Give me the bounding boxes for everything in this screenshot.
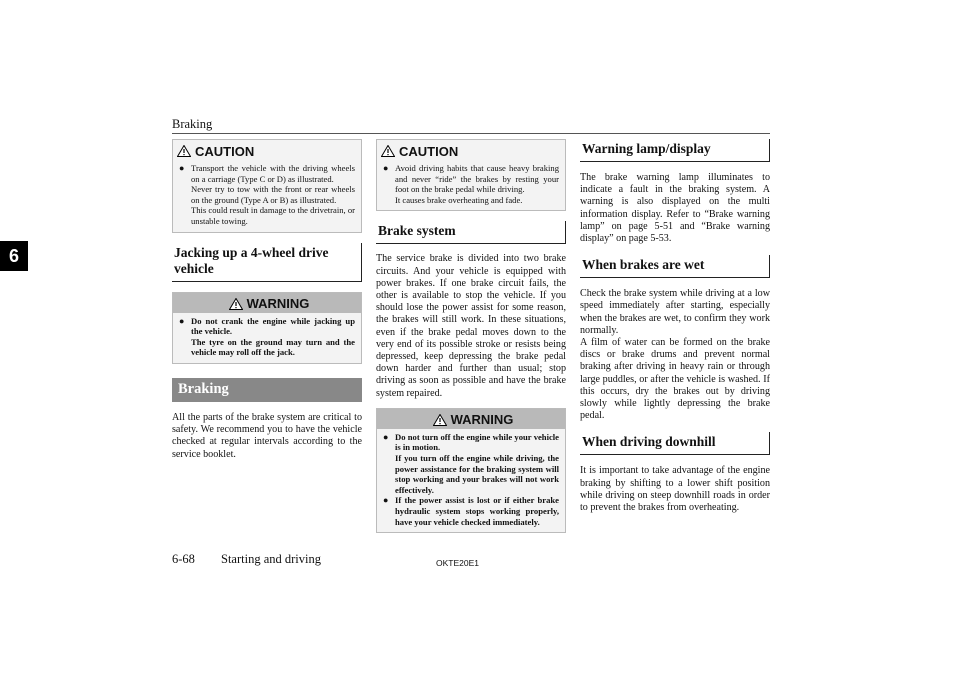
header-rule: [172, 133, 770, 134]
caution-header: [377, 140, 565, 160]
warning-triangle-icon: [229, 298, 243, 310]
bullet-icon: ●: [179, 315, 185, 326]
section-heading-downhill: When driving downhill: [580, 432, 770, 455]
caution-box: [172, 139, 362, 233]
column-2: [376, 139, 566, 533]
bullet-icon: ●: [383, 431, 389, 442]
bullet-icon: ●: [179, 163, 185, 173]
warning-header: [377, 409, 565, 429]
wet-brakes-paragraph: Check the brake system while driving at a low speed immediately after starting, especially when the brakes are wet, to confirm they work normally. A film of water can be formed on the brake discs or brake drums and prevent normal braking after driving in heavy rain or through large puddles, or after the vehicle is washed. If this occurs, dry the brakes out by driving slowly while lightly depressing the brake pedal.: [580, 288, 770, 422]
caution-box: [376, 139, 566, 211]
warning-item: [179, 316, 355, 358]
running-header: Braking: [172, 117, 213, 131]
caution-label: CAUTION: [399, 143, 459, 159]
downhill-paragraph: It is important to take advantage of the engine braking by shifting to a lower shift position while driving on steep downhill roads in order to prevent the brakes from overheating.: [580, 465, 770, 514]
warning-triangle-icon: [433, 414, 447, 426]
warning-text: Do not crank the engine while jacking up the vehicle. The tyre on the ground may turn and the vehicle may roll off the jack.: [191, 315, 355, 358]
warning-lamp-paragraph: The brake warning lamp illuminates to indicate a fault in the braking system. A warning is also displayed on the multi information display. Refer to “Brake warning lamp” on page 5-51 and “Brake warning display” on page 5-53.: [580, 172, 770, 245]
warning-label: WARNING: [450, 412, 514, 428]
braking-paragraph: All the parts of the brake system are critical to safety. We recommend you to have the vehicle checked at regular intervals according to the service booklet.: [172, 411, 362, 460]
brake-system-paragraph: The service brake is divided into two brake circuits. And your vehicle is equipped with power brakes. If one brake circuit fails, the other is available to stop the vehicle. If you should lose the power assist for some reason, the brakes will still work. In these situations, even if the brake pedal moves down to the very end of its possible stroke or resists being depressed, keep depressing the brake pedal down harder and further than usual; stop driving as soon as possible and have the brake system repaired.: [376, 253, 566, 399]
caution-item: [179, 163, 355, 227]
caution-text: Avoid driving habits that cause heavy braking and never “ride” the brakes by resting your foot on the brake pedal while driving. It causes brake overheating and fade.: [395, 163, 559, 205]
caution-header: [173, 140, 361, 160]
column-3: [580, 139, 770, 514]
warning-item: [383, 495, 559, 527]
chapter-name: Starting and driving: [221, 552, 321, 566]
caution-item: [383, 163, 559, 205]
warning-item: [383, 432, 559, 496]
caution-triangle-icon: [177, 145, 191, 157]
caution-label: CAUTION: [195, 143, 255, 159]
warning-text: If the power assist is lost or if either brake hydraulic system stops working properly, have your vehicle checked immediately.: [395, 495, 559, 527]
warning-label: WARNING: [246, 296, 310, 312]
caution-text: Transport the vehicle with the driving wheels on a carriage (Type C or D) as illustrated. Never try to tow with the front or rear wheels on the ground (Type A or B) as illustrated. This could result in damage to the drivetrain, or unstable towing.: [191, 163, 355, 226]
warning-text: Do not turn off the engine while your vehicle is in motion. If you turn off the engine while driving, the power assistance for the braking system will stop working and your brakes will not work effectively.: [395, 431, 559, 495]
caution-triangle-icon: [381, 145, 395, 157]
bullet-icon: ●: [383, 163, 389, 173]
section-heading-jacking: Jacking up a 4-wheel drive vehicle: [172, 243, 362, 282]
bullet-icon: ●: [383, 495, 389, 506]
column-1: [172, 139, 362, 461]
chapter-tab: 6: [0, 241, 28, 271]
section-heading-wet-brakes: When brakes are wet: [580, 255, 770, 278]
page-number: 6-68: [172, 552, 195, 566]
section-heading-braking: Braking: [172, 378, 362, 402]
section-heading-warning-lamp: Warning lamp/display: [580, 139, 770, 162]
section-heading-brake-system: Brake system: [376, 221, 566, 244]
warning-box: [376, 408, 566, 533]
warning-box: [172, 292, 362, 364]
warning-header: [173, 293, 361, 313]
document-code: OKTE20E1: [436, 558, 479, 568]
